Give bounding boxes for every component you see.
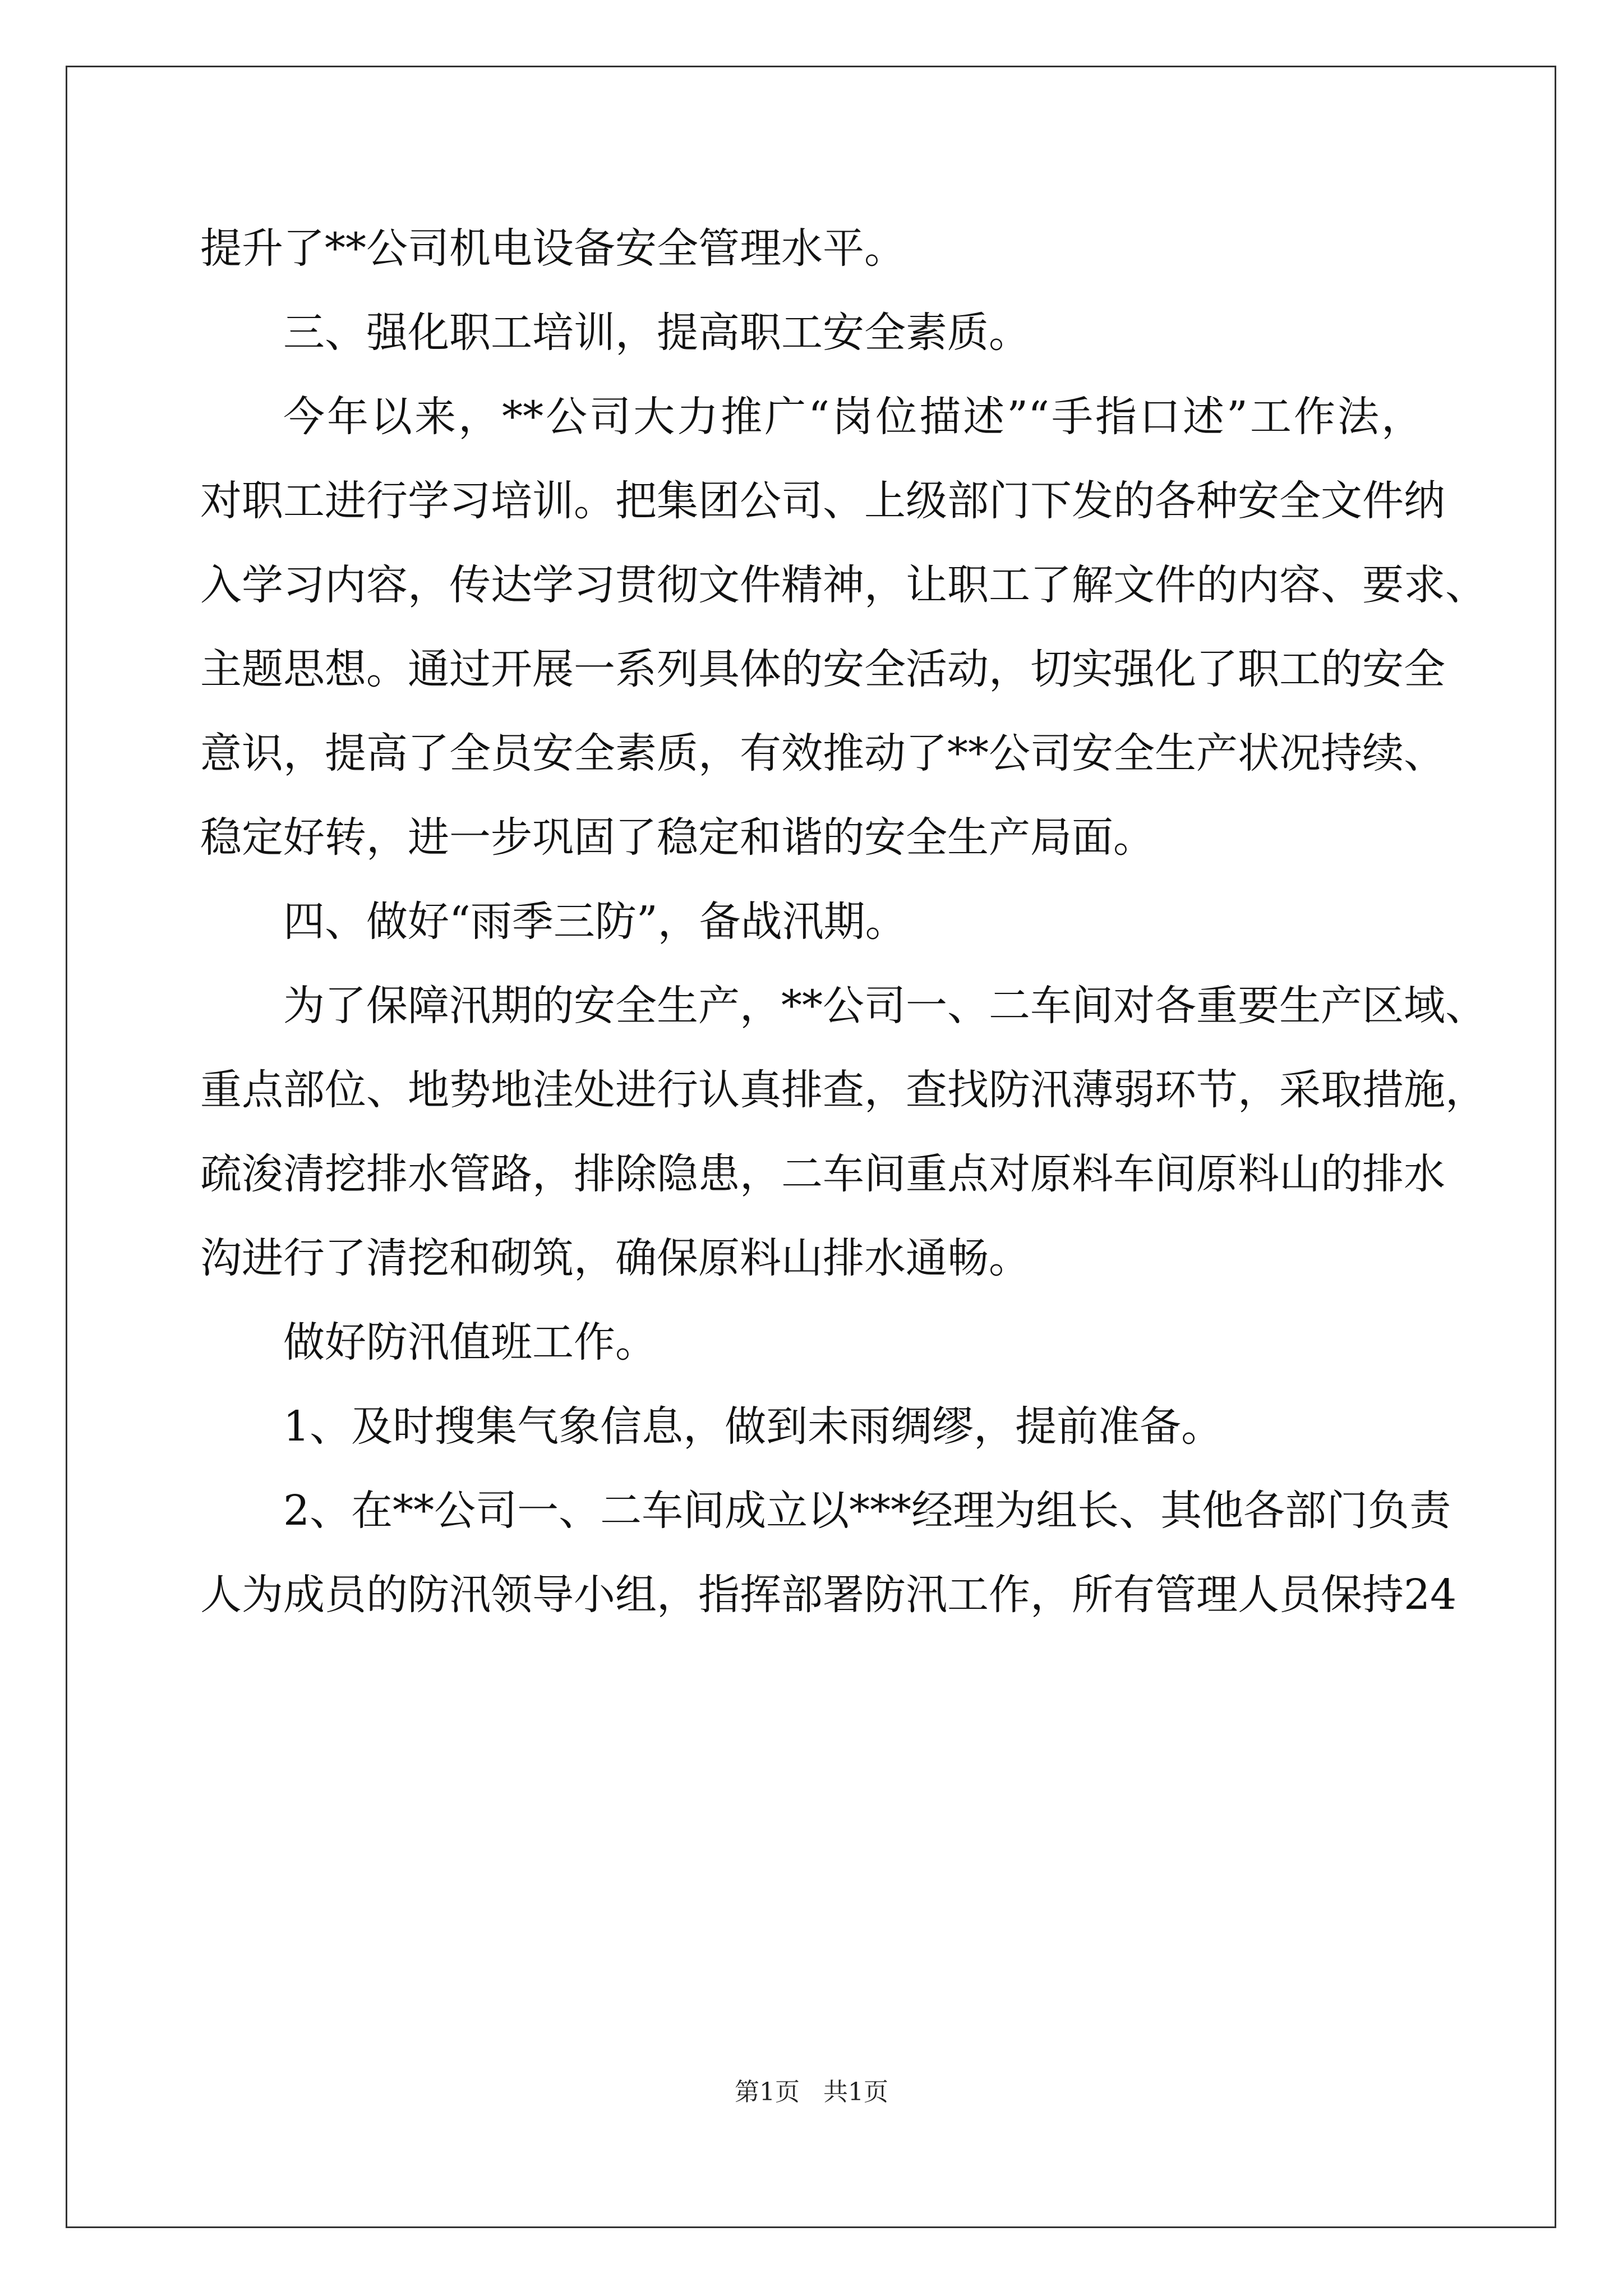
text-line-4: 对职工进行学习培训。把集团公司、上级部门下发的各种安全文件纳: [200, 477, 1445, 525]
text-line-10: 为了保障汛期的安全生产，**公司一、二车间对各重要生产区域、: [283, 982, 1487, 1030]
section-heading-4: 四、做好“雨季三防”，备战汛期。: [283, 898, 907, 946]
text-line-14: 做好防汛值班工作。: [283, 1318, 657, 1366]
text-line-7: 意识，提高了全员安全素质，有效推动了**公司安全生产状况持续、: [200, 729, 1445, 777]
page-number: 第1页 共1页: [735, 2078, 888, 2106]
text-line-17: 人为成员的防汛领导小组，指挥部署防汛工作，所有管理人员保持24: [200, 1571, 1457, 1619]
text-line-3: 今年以来，**公司大力推广“岗位描述”“手指口述”工作法，: [283, 393, 1423, 441]
text-line-6: 主题思想。通过开展一系列具体的安全活动，切实强化了职工的安全: [200, 645, 1445, 693]
list-item-2: 2、在**公司一、二车间成立以***经理为组长、其他各部门负责: [283, 1487, 1451, 1535]
text-line-5: 入学习内容，传达学习贯彻文件精神，让职工了解文件的内容、要求、: [200, 561, 1487, 609]
list-item-1: 1、及时搜集气象信息，做到未雨绸缪，提前准备。: [283, 1402, 1223, 1451]
text-line-1: 提升了**公司机电设备安全管理水平。: [200, 224, 906, 273]
text-line-11: 重点部位、地势地洼处进行认真排查，查找防汛薄弱环节，采取措施，: [200, 1066, 1487, 1114]
text-line-8: 稳定好转，进一步巩固了稳定和谐的安全生产局面。: [200, 813, 1155, 862]
section-heading-3: 三、强化职工培训，提高职工安全素质。: [283, 309, 1030, 357]
text-line-13: 沟进行了清挖和砌筑，确保原料山排水通畅。: [200, 1234, 1030, 1282]
text-line-12: 疏浚清挖排水管路，排除隐患，二车间重点对原料车间原料山的排水: [200, 1150, 1445, 1198]
